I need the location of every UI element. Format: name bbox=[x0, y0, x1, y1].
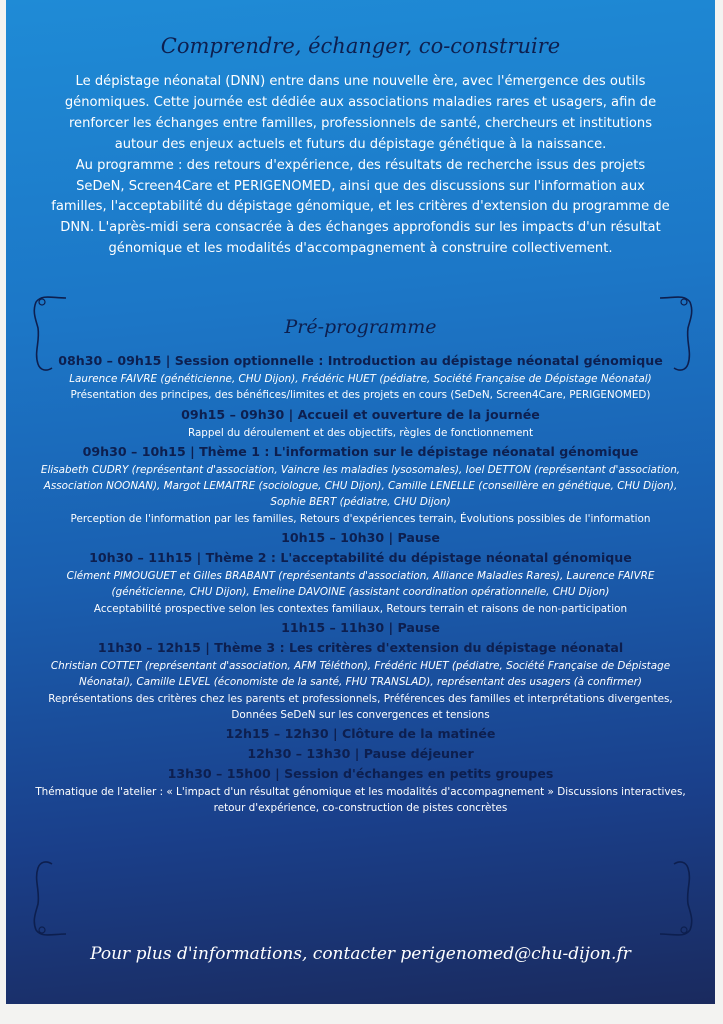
session-title: 08h30 – 09h15 | Session optionnelle : Introduction au dépistage néonatal génomique bbox=[58, 353, 663, 368]
contact-footer: Pour plus d'informations, contacter perigenomed@chu-dijon.fr bbox=[90, 944, 631, 964]
session-description: Perception de l'information par les familles, Retours d'expériences terrain, Évolutions possibles de l'information bbox=[70, 512, 651, 525]
right-bracket-ornament-bottom bbox=[656, 858, 696, 940]
session-title: 12h30 – 13h30 | Pause déjeuner bbox=[247, 746, 474, 762]
session-speakers: Clément PIMOUGUET et Gilles BRABANT (représentants d'association, Alliance Maladies Rares), Laurence FAIVRE (généticienne, CHU Dijon), Emeline DAVOINE (assistant coordination opérationnelle, CHU Dijon) bbox=[66, 570, 655, 599]
session-title: 13h30 – 15h00 | Session d'échanges en petits groupes bbox=[167, 766, 554, 782]
session-speakers: Christian COTTET (représentant d'association, AFM Téléthon), Frédéric HUET (pédiatre, Société Française de Dépistage Néonatal), Camille LEVEL (économiste de la santé, FHU TRANSLAD), représentant des usagers (à confirmer) bbox=[50, 659, 671, 689]
intro-paragraph: Au programme : des retours d'expérience, des résultats de recherche issus des projets SeDeN, Screen4Care et PERIGENOMED, ainsi que des discussions sur l'information aux familles, l'acceptabilité du dépistage génomique, et les critères d'extension du programme de DNN. L'après-midi sera consacrée à des échanges approfondis sur les impacts d'un résultat génomique et les modalités d'accompagnement à construire collectivement. bbox=[51, 157, 670, 257]
session-speakers: Elisabeth CUDRY (représentant d'association, Vaincre les maladies lysosomales), Ioel DETTON (représentant d'association, Association NOONAN), Margot LEMAITRE (sociologue, CHU Dijon), Camille LENELLE (conseillère en génétique, CHU Dijon), Sophie BERT (pédiatre, CHU Dijon) bbox=[40, 463, 681, 509]
session-description: Représentations des critères chez les parents et professionnels, Préférences des familles et interprétations divergentes, Données SeDeN sur les convergences et tensions bbox=[48, 692, 673, 721]
session-title: 09h15 – 09h30 | Accueil et ouverture de la journée bbox=[181, 406, 540, 422]
session-title: 11h30 – 12h15 | Thème 3 : Les critères d'extension du dépistage néonatal bbox=[97, 639, 624, 655]
session-title: 09h30 – 10h15 | Thème 1 : L'information sur le dépistage néonatal génomique bbox=[82, 443, 639, 459]
session-title: 10h30 – 11h15 | Thème 2 : L'acceptabilité du dépistage néonatal génomique bbox=[89, 550, 632, 566]
programme-list bbox=[16, 350, 705, 817]
session-title: 11h15 – 11h30 | Pause bbox=[281, 619, 440, 635]
session-description: Thématique de l'atelier : « L'impact d'un résultat génomique et les modalités d'accompagnement » Discussions interactives, retour d'expérience, co-construction de pistes concrètes bbox=[35, 786, 686, 815]
session-description: Acceptabilité prospective selon les contextes familiaux, Retours terrain et raisons de non-participation bbox=[93, 602, 628, 615]
session-speakers: Laurence FAIVRE (généticienne, CHU Dijon), Frédéric HUET (pédiatre, Société Française de Dépistage Néonatal) bbox=[69, 373, 652, 385]
session-title: 10h15 – 10h30 | Pause bbox=[281, 530, 440, 546]
programme-heading: Pré-programme bbox=[284, 316, 437, 338]
session-description: Rappel du déroulement et des objectifs, règles de fonctionnement bbox=[187, 426, 534, 439]
flyer-page bbox=[6, 0, 715, 1004]
intro-text bbox=[50, 72, 671, 260]
intro-paragraph: Le dépistage néonatal (DNN) entre dans une nouvelle ère, avec l'émergence des outils génomiques. Cette journée est dédiée aux associations maladies rares et usagers, afin de renforcer les échanges entre familles, professionnels de santé, chercheurs et institutions autour des enjeux actuels et futurs du dépistage génétique à la naissance. bbox=[64, 74, 657, 152]
session-title: 12h15 – 12h30 | Clôture de la matinée bbox=[225, 726, 496, 742]
session-description: Présentation des principes, des bénéfices/limites et des projets en cours (SeDeN, Screen4Care, PERIGENOMED) bbox=[70, 389, 651, 402]
page-title: Comprendre, échanger, co-construire bbox=[160, 34, 561, 58]
left-bracket-ornament-bottom bbox=[30, 858, 70, 940]
